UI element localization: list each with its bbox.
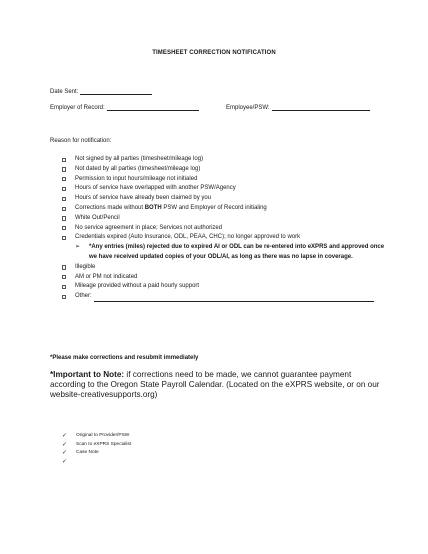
checkbox-icon[interactable] bbox=[62, 275, 66, 279]
checklist-item: ✓ Scan to eXPRS Specialist bbox=[62, 441, 132, 448]
checkbox-icon[interactable] bbox=[62, 177, 66, 181]
employer-label: Employer of Record: bbox=[50, 105, 105, 111]
checkbox-icon[interactable] bbox=[62, 207, 66, 211]
reason-item: Mileage provided without a paid hourly support bbox=[62, 282, 392, 292]
checklist-item bbox=[62, 458, 131, 467]
checklist-item: ✓ Original to Provider/PSW bbox=[62, 433, 130, 439]
reason-item: Hours of service have already been claimed by you bbox=[62, 194, 392, 204]
checkmark-icon: ✓ bbox=[62, 441, 68, 448]
page-title: TIMESHEET CORRECTION NOTIFICATION bbox=[152, 50, 276, 56]
date-sent-field bbox=[50, 89, 152, 95]
employer-field bbox=[50, 105, 199, 111]
checkbox-icon[interactable] bbox=[62, 187, 66, 191]
reason-item: AM or PM not indicated bbox=[62, 273, 392, 283]
checkmark-icon: ✓ bbox=[62, 450, 68, 457]
employee-label: Employee/PSW: bbox=[226, 105, 270, 111]
checkmark-icon: ✓ bbox=[62, 458, 68, 465]
other-line bbox=[94, 296, 374, 302]
checkbox-icon[interactable] bbox=[62, 265, 66, 269]
checkbox-icon[interactable] bbox=[62, 216, 66, 220]
reason-item-corrections: Corrections made without BOTH PSW and Employer of Record initialing bbox=[62, 204, 392, 214]
checkbox-icon[interactable] bbox=[62, 295, 66, 299]
checkbox-icon[interactable] bbox=[62, 285, 66, 289]
reason-list bbox=[62, 155, 392, 302]
date-sent-label: Date Sent: bbox=[50, 89, 79, 95]
employee-line bbox=[272, 105, 370, 111]
reason-item: Permission to input hours/mileage not initialed bbox=[62, 175, 392, 185]
important-text: if corrections need to be made, we cannot guarantee payment according to the Oregon State Payroll Calendar. (Located on the eXPRS website, or on our website-creativesupports.org) bbox=[50, 370, 380, 399]
date-sent-line bbox=[80, 89, 152, 95]
important-note bbox=[50, 370, 385, 400]
reason-item: Illegible bbox=[62, 263, 392, 273]
reason-item: White Out/Pencil bbox=[62, 214, 392, 224]
checkbox-icon[interactable] bbox=[62, 197, 66, 201]
checkbox-icon[interactable] bbox=[62, 226, 66, 230]
reason-item: Not signed by all parties (timesheet/mileage log) bbox=[62, 155, 392, 165]
arrow-bullet-icon: ➢ bbox=[75, 244, 81, 251]
reason-item-other: Other: bbox=[62, 292, 392, 302]
employee-field bbox=[226, 105, 370, 111]
checkmark-icon: ✓ bbox=[62, 433, 68, 439]
checklist-item: ✓ Case Note bbox=[62, 450, 99, 457]
employer-line bbox=[107, 105, 199, 111]
reason-item: Credentials expired (Auto Insurance, ODL, PEAA, CHC); no longer approved to work bbox=[62, 233, 392, 243]
important-lead: *Important to Note: bbox=[50, 370, 125, 379]
checkbox-icon[interactable] bbox=[62, 158, 66, 162]
checkbox-icon[interactable] bbox=[62, 167, 66, 171]
checkbox-icon[interactable] bbox=[62, 236, 66, 240]
credentials-sub-note: ➢ *Any entries (miles) rejected due to expired AI or ODL can be re-entered into eXPRS and approved once we have received updated copies of your ODL/AI, as long as there was no lapse in coverage. bbox=[75, 244, 385, 260]
resubmit-note: *Please make corrections and resubmit immediately bbox=[50, 355, 199, 361]
reason-item: Not dated by all parties (timesheet/mileage log) bbox=[62, 165, 392, 175]
distribution-checklist bbox=[62, 432, 131, 466]
reason-item: Hours of service have overlapped with another PSW/Agency bbox=[62, 184, 392, 194]
reason-heading: Reason for notification: bbox=[50, 138, 112, 144]
reason-item: No service agreement in place; Services not authorized bbox=[62, 224, 392, 234]
